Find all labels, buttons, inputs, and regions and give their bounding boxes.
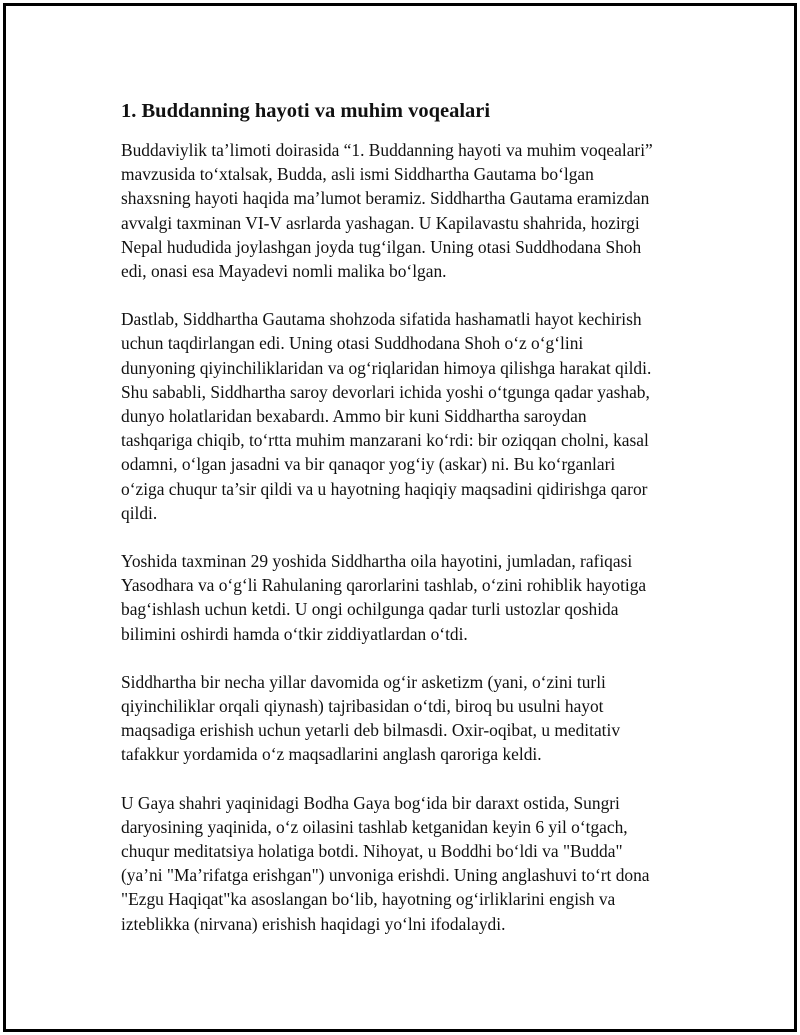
text-line: maqsadiga erishish uchun yetarli deb bilmasdi. Oxir-oqibat, u meditativ	[121, 720, 621, 741]
text-line: bilimini oshirdi hamda o‘tkir ziddiyatlardan o‘tdi.	[121, 623, 468, 644]
text-line: uchun taqdirlangan edi. Uning otasi Suddhodana Shoh o‘z o‘g‘lini	[121, 333, 584, 354]
text-line: dunyoning qiyinchiliklaridan va og‘riqlaridan himoya qilishga harakat qildi.	[121, 357, 652, 378]
text-line: tafakkur yordamida o‘z maqsadlarini anglash qaroriga keldi.	[121, 744, 542, 765]
text-line: mavzusida to‘xtalsak, Budda, asli ismi Siddhartha Gautama bo‘lgan	[121, 164, 594, 185]
paragraph-5	[121, 791, 701, 936]
text-line: qiyinchiliklar orqali qiynash) tajribasidan o‘tdi, biroq bu usulni hayot	[121, 696, 604, 717]
text-line: Siddhartha bir necha yillar davomida og‘ir asketizm (yani, o‘zini turli	[121, 671, 606, 692]
text-line: Buddaviylik ta’limoti doirasida “1. Buddanning hayoti va muhim voqealari”	[121, 140, 653, 160]
text-line: (ya’ni "Ma’rifatga erishgan") unvoniga erishdi. Uning anglashuvi to‘rt dona	[121, 865, 650, 886]
text-line: daryosining yaqinida, o‘z oilasini tashlab ketganidan keyin 6 yil o‘tgach,	[121, 816, 628, 837]
section-heading: 1. Buddanning hayoti va muhim voqealari	[121, 100, 491, 122]
text-line: Shu sababli, Siddhartha saroy devorlari ichida yoshi o‘tgunga qadar yashab,	[121, 381, 650, 402]
text-line: shaxsning hayoti haqida ma’lumot beramiz. Siddhartha Gautama eramizdan	[121, 188, 650, 209]
page-frame	[3, 3, 797, 1032]
text-line: Dastlab, Siddhartha Gautama shohzoda sifatida hashamatli hayot kechirish	[121, 309, 642, 330]
text-line: izteblikka (nirvana) erishish haqidagi yo‘lni ifodalaydi.	[121, 913, 506, 934]
text-line: Nepal hududida joylashgan joyda tug‘ilgan. Uning otasi Suddhodana Shoh	[121, 236, 642, 257]
paragraph-2	[121, 307, 701, 525]
text-line: o‘ziga chuqur ta’sir qildi va u hayotning haqiqiy maqsadini qidirishga qaror	[121, 478, 648, 499]
text-line: avvalgi taxminan VI-V asrlarda yashagan. U Kapilavastu shahrida, hozirgi	[121, 212, 640, 233]
paragraph-4	[121, 670, 701, 767]
text-line: U Gaya shahri yaqinidagi Bodha Gaya bog‘ida bir daraxt ostida, Sungri	[121, 792, 620, 813]
text-line: Yoshida taxminan 29 yoshida Siddhartha oila hayotini, jumladan, rafiqasi	[121, 551, 633, 572]
text-line: chuqur meditatsiya holatiga botdi. Nihoyat, u Boddhi bo‘ldi va "Budda"	[121, 841, 623, 862]
text-line: dunyo holatlaridan bexabardı. Ammo bir kuni Siddhartha saroydan	[121, 406, 587, 427]
paragraph-1	[121, 138, 701, 283]
text-line: qildi.	[121, 502, 158, 523]
text-line: edi, onasi esa Mayadevi nomli malika bo‘lgan.	[121, 261, 447, 282]
text-line: "Ezgu Haqiqat"ka asoslangan bo‘lib, hayotning og‘irliklarini engish va	[121, 889, 616, 910]
document-body	[121, 98, 701, 960]
text-line: bag‘ishlash uchun ketdi. U ongi ochilgunga qadar turli ustozlar qoshida	[121, 599, 619, 620]
paragraph-3	[121, 549, 701, 646]
text-line: tashqariga chiqib, to‘rtta muhim manzarani ko‘rdi: bir oziqqan cholni, kasal	[121, 430, 649, 451]
text-line: odamni, o‘lgan jasadni va bir qanaqor yog‘iy (askar) ni. Bu ko‘rganlari	[121, 454, 616, 475]
text-line: Yasodhara va o‘g‘li Rahulaning qarorlarini tashlab, o‘zini rohiblik hayotiga	[121, 575, 647, 596]
